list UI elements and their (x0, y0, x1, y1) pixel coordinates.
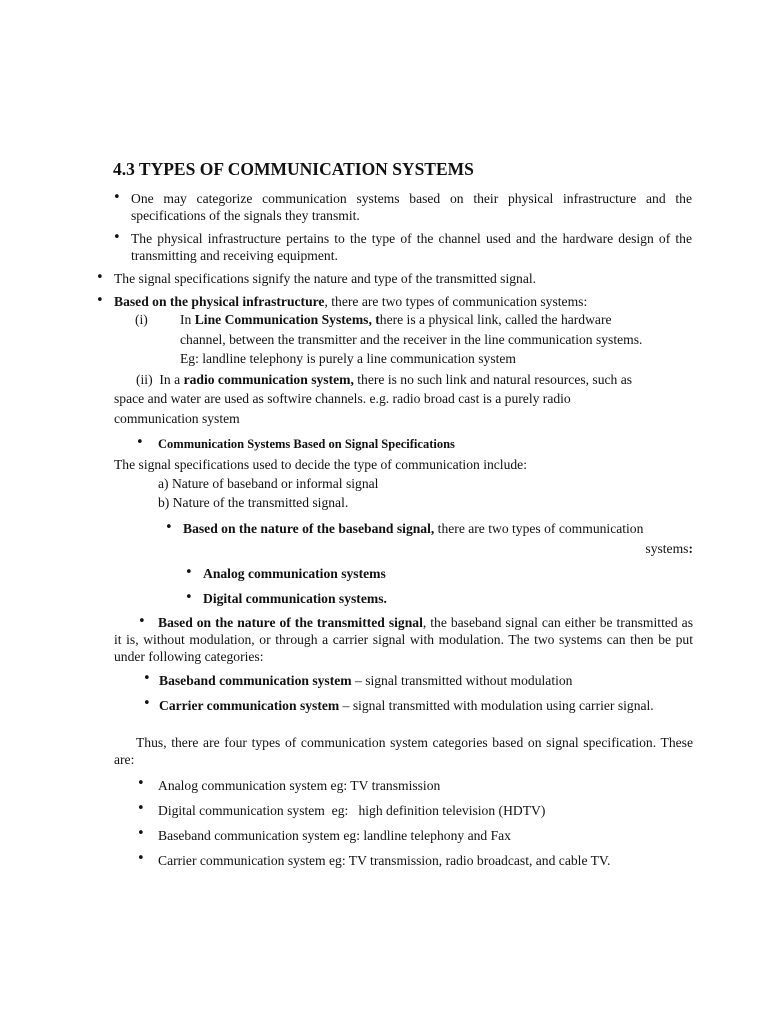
example-baseband: Baseband communication system eg: landline telephony and Fax (158, 828, 511, 843)
bullet-icon: • (185, 565, 193, 580)
bullet-icon: • (143, 671, 151, 686)
example-carrier: Carrier communication system eg: TV transmission, radio broadcast, and cable TV. (158, 853, 611, 868)
baseband-system (159, 672, 572, 689)
paragraph-categorize: One may categorize communication systems based on their physical infrastructure and the specifications of the signals they transmit. (131, 191, 692, 223)
bold-lead: Based on the nature of the transmitted signal (158, 615, 423, 630)
signal-item-b: b) Nature of the transmitted signal. (158, 495, 349, 510)
bullet-icon: • (137, 801, 145, 816)
text-rest: there is no such link and natural resources, such as (353, 372, 633, 387)
bullet-icon: • (185, 590, 193, 605)
bold-term: Line Communication Systems, t (194, 312, 380, 327)
item-radio-line3: communication system (114, 411, 240, 426)
signal-intro: The signal specifications used to decide the type of communication include: (114, 457, 527, 472)
text-rest: here is a physical link, called the hardware (379, 312, 612, 327)
bullet-icon: • (165, 520, 173, 535)
text-pre: In (180, 312, 195, 327)
text-rest: – signal transmitted with modulation using carrier signal. (339, 698, 654, 713)
bold-lead: Based on the physical infrastructure (114, 294, 325, 309)
section-heading: 4.3 TYPES OF COMMUNICATION SYSTEMS (113, 159, 474, 179)
bold-lead: Based on the nature of the baseband signal, (183, 521, 435, 536)
carrier-system (159, 697, 693, 714)
text-rest: there are two types of communication (434, 521, 644, 536)
bullet-icon: • (137, 851, 145, 866)
paragraph-physical-infrastructure: The physical infrastructure pertains to the type of the channel used and the hardware design of the transmitting and receiving equipment. (131, 231, 692, 263)
bold-term: radio communication system, (183, 372, 354, 387)
list-marker-i: (i) (135, 312, 148, 327)
example-digital: Digital communication system eg: high definition television (HDTV) (158, 803, 546, 818)
subheading-signal-specifications: Communication Systems Based on Signal Specifications (158, 437, 455, 451)
bullet-icon: • (96, 270, 104, 285)
bullet-icon: • (136, 435, 144, 450)
bullet-icon: • (113, 190, 121, 205)
bullet-icon: • (137, 776, 145, 791)
bullet-icon: • (138, 614, 146, 629)
text-rest: , the baseband signal can either be transmitted as it is, without modulation, or through a carrier signal with modulation. The two systems can then be put under following categories: (114, 615, 693, 664)
item-line-communication-line2: channel, between the transmitter and the receiver in the line communication systems. (180, 332, 643, 347)
signal-item-a: a) Nature of baseband or informal signal (158, 476, 379, 491)
paragraph-signal-specifications: The signal specifications signify the nature and type of the transmitted signal. (114, 271, 537, 286)
bold-term: Baseband communication system (159, 673, 352, 688)
analog-systems: Analog communication systems (203, 566, 386, 581)
digital-systems: Digital communication systems. (203, 591, 387, 606)
list-marker-ii: (ii) (136, 372, 153, 387)
bullet-icon: • (113, 230, 121, 245)
item-radio-communication (136, 371, 632, 388)
paragraph-transmitted-nature (114, 614, 693, 665)
paragraph-baseband-nature (183, 520, 643, 537)
colon: : (688, 541, 693, 556)
item-line-communication (180, 311, 700, 328)
paragraph-baseband-nature-line2 (500, 540, 693, 557)
bullet-icon: • (137, 826, 145, 841)
text-rest: – signal transmitted without modulation (351, 673, 573, 688)
item-line-communication-line3: Eg: landline telephony is purely a line communication system (180, 351, 516, 366)
paragraph-thus: Thus, there are four types of communication system categories based on signal specification. These are: (114, 735, 693, 767)
example-analog: Analog communication system eg: TV transmission (158, 778, 441, 793)
paragraph-based-on-physical (114, 293, 694, 310)
text-systems: systems (645, 541, 689, 556)
bullet-icon: • (143, 696, 151, 711)
item-radio-line2: space and water are used as softwire channels. e.g. radio broad cast is a purely radio (114, 391, 571, 406)
bold-term: Carrier communication system (159, 698, 340, 713)
text-rest: , there are two types of communication systems: (324, 294, 588, 309)
bullet-icon: • (96, 293, 104, 308)
text-pre: In a (159, 372, 184, 387)
